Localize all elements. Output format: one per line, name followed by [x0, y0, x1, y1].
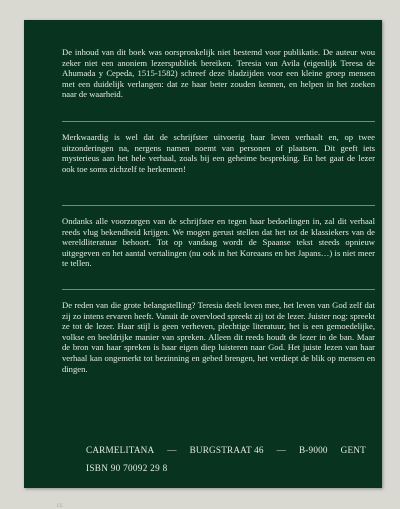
isbn-number: ISBN 90 70092 29 8: [86, 463, 168, 473]
paragraph-intro: De inhoud van dit boek was oorspronkelijk niet bestemd voor publikatie. De auteur wou zeker niet een anoniem lezerspubliek bereiken. Teresia van Avila (eigenlijk Teresa de Ahumada y Cepeda, 1515-1582) schreef deze bladzijden voor een kleine groep mensen met een duidelijk verlangen: dat ze haar beter zouden kennen, en helpen in het zoeken naar de waarheid.: [62, 47, 375, 100]
publisher-postal-code: B-9000: [298, 445, 328, 455]
paragraph-reason: De reden van die grote belangstelling? Teresia deelt leven mee, het leven van God zelf dat zij zo intens ervaren heeft. Vanuit de overvloed spreekt zij tot de lezer. Juister nog: spreekt ze tot de lezer. Haar stijl is geen verheven, plechtige literatuur, het is een gemoedelijke, volkse en beeldrijke manier van spreken. Alleen dit reeds houdt de lezer in de ban. Maar de bron van haar spreken is haar eigen diep luisteren naar God. Het juiste lezen van haar verhaal kan ongemerkt tot bezinning en gebed brengen, het verdiept de blik op mensen en dingen.: [62, 300, 375, 374]
publisher-city: GENT: [340, 445, 366, 455]
separator-dash: —: [167, 445, 177, 455]
publisher-address: BURGSTRAAT 46: [189, 445, 264, 455]
paragraph-mystery: Merkwaardig is wel dat de schrijfster uitvoerig haar leven verhaalt en, op twee uitzonderingen na, nergens namen noemt van personen of plaatsen. Dit geeft iets mysterieus aan het hele verhaal, zoals bij een geheime bespreking. En het gaat de lezer ook toe soms zichzelf te herkennen!: [62, 132, 375, 174]
back-cover: [24, 20, 382, 509]
paragraph-classic: Ondanks alle voorzorgen van de schrijfster en tegen haar bedoelingen in, zal dit verhaal reeds vlug bekendheid krijgen. We mogen gerust stellen dat het tot de klassiekers van de wereldliteratuur behoort. Tot op vandaag wordt de Spaanse tekst steeds opnieuw uitgegeven en het aantal vertalingen (nu ook in het Koreaans en het Japans…) is niet meer te tellen.: [62, 216, 375, 269]
separator-dash: —: [276, 445, 287, 455]
corner-mark: cc: [57, 501, 64, 509]
divider-rule: [62, 205, 375, 206]
publisher-line: [86, 445, 366, 455]
divider-rule: [62, 289, 375, 290]
divider-rule: [62, 121, 375, 122]
publisher-name: CARMELITANA: [86, 445, 155, 455]
